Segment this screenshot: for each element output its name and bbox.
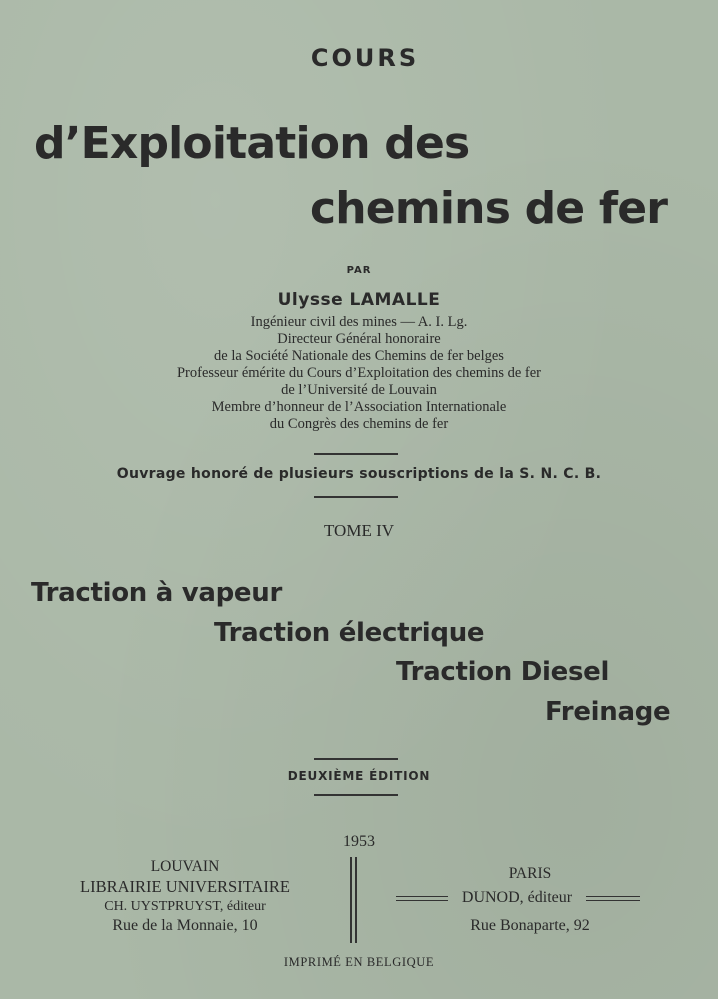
divider — [314, 496, 398, 498]
volume-label: TOME IV — [323, 521, 395, 540]
author-credential: Ingénieur civil des mines — A. I. Lg. — [250, 314, 468, 330]
title-line-2: chemins de fer — [310, 183, 668, 234]
separator-line — [355, 857, 357, 943]
publisher-left-name: LIBRAIRIE UNIVERSITAIRE — [80, 877, 290, 896]
separator-line — [350, 857, 352, 943]
divider — [314, 758, 398, 760]
author-credential: Membre d’honneur de l’Association Internationale — [211, 399, 507, 415]
publisher-left-city: LOUVAIN — [150, 858, 220, 875]
author-name: Ulysse LAMALLE — [277, 290, 441, 310]
title-line-1: d’Exploitation des — [34, 118, 470, 169]
subject-line: Traction électrique — [214, 618, 485, 648]
edition-label: DEUXIÈME ÉDITION — [287, 769, 431, 783]
author-credential: du Congrès des chemins de fer — [269, 416, 449, 432]
series-label: COURS — [310, 44, 420, 72]
author-credential: Professeur émérite du Cours d’Exploitation des chemins de fer — [176, 365, 541, 381]
subject-line: Traction à vapeur — [31, 578, 282, 608]
publisher-left-address: Rue de la Monnaie, 10 — [112, 917, 258, 934]
publisher-right-city: PARIS — [508, 865, 552, 882]
author-credential: de la Société Nationale des Chemins de fer belges — [214, 348, 504, 364]
publication-year: 1953 — [343, 833, 375, 850]
printed-in-label: IMPRIMÉ EN BELGIQUE — [283, 955, 435, 969]
author-credential: Directeur Général honoraire — [277, 331, 441, 347]
divider — [314, 794, 398, 796]
ornament-line — [396, 896, 448, 901]
honor-note: Ouvrage honoré de plusieurs souscriptions de la S. N. C. B. — [116, 466, 602, 482]
publisher-right-editor: DUNOD, éditeur — [461, 889, 573, 906]
ornament-line — [586, 896, 640, 901]
publisher-right-address: Rue Bonaparte, 92 — [470, 917, 590, 934]
subject-line: Traction Diesel — [396, 657, 610, 687]
divider — [314, 453, 398, 455]
par-label: PAR — [346, 265, 372, 276]
author-credential: de l’Université de Louvain — [281, 382, 437, 398]
publisher-left-editor: CH. UYSTPRUYST, éditeur — [104, 899, 266, 914]
subject-line: Freinage — [545, 697, 671, 727]
